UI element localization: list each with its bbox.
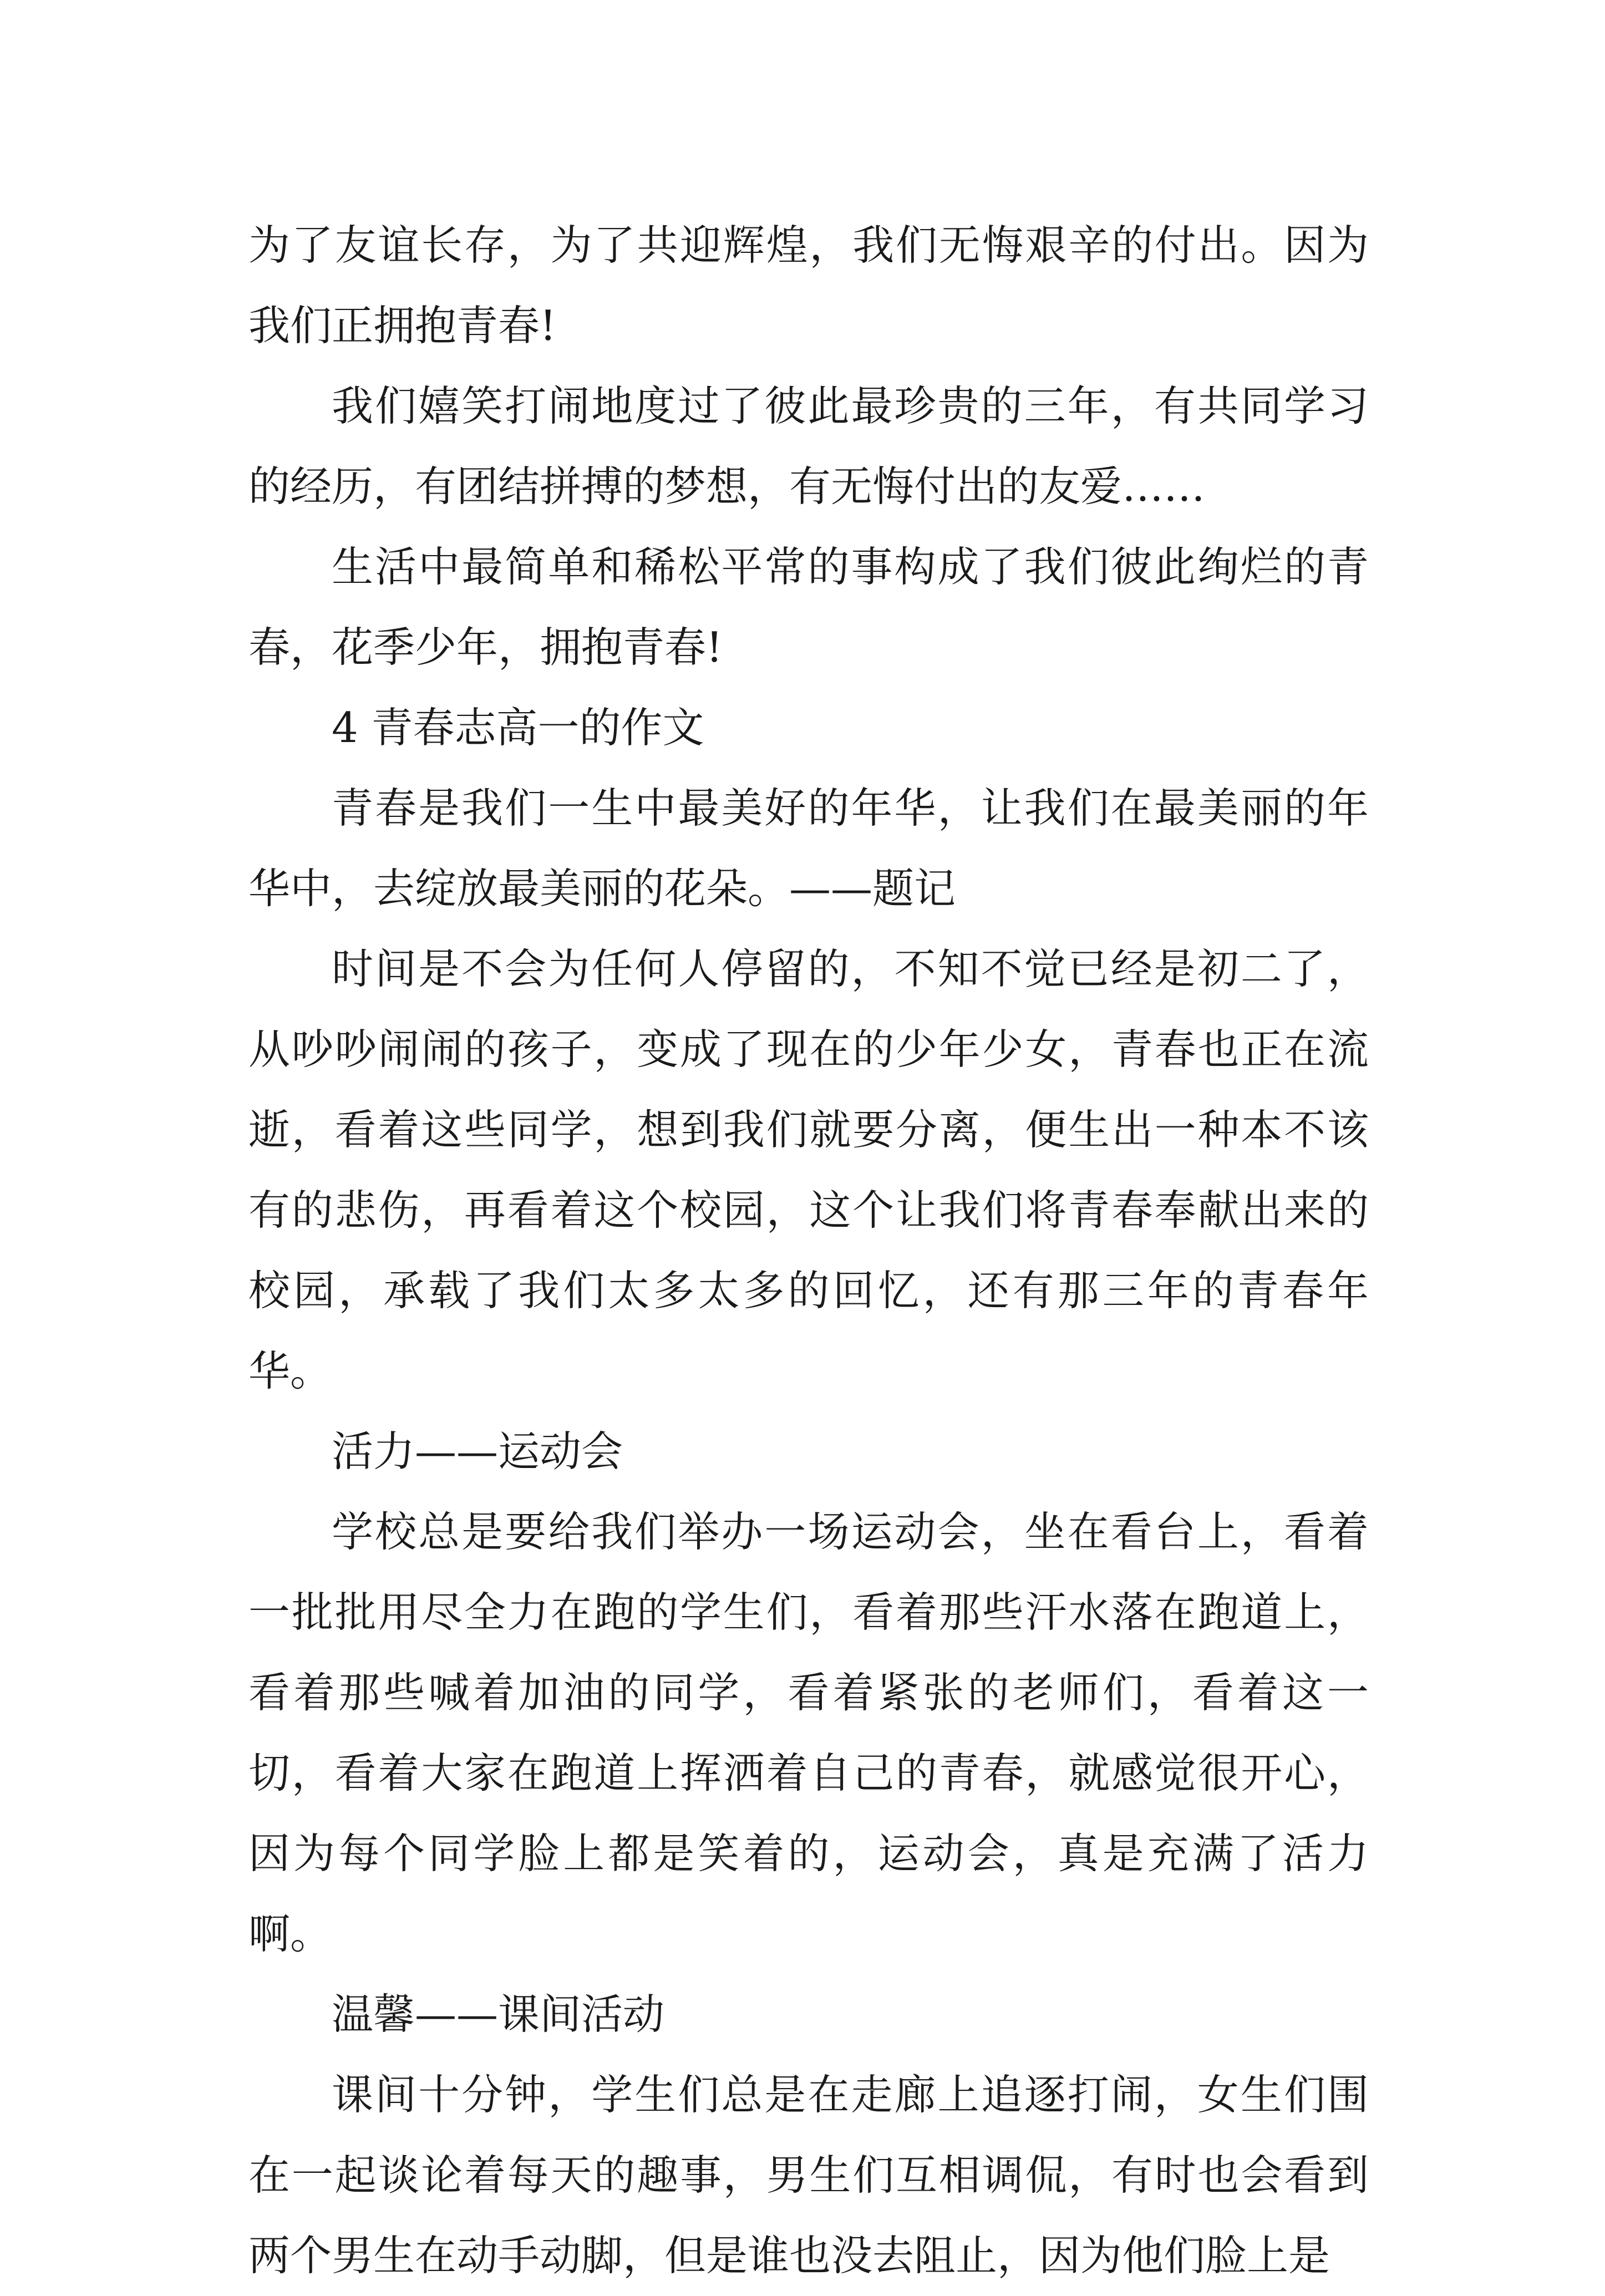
subsection-heading: 温馨——课间活动 [332, 1990, 665, 2039]
paragraph: 学校总是要给我们举办一场运动会，坐在看台上，看着一批批用尽全力在跑的学生们，看着那些汗水落在跑道上，看着那些喊着加油的同学，看着紧张的老师们，看着这一切，看着大家在跑道上挥洒着自己的青春，就感觉很开心，因为每个同学脸上都是笑着的，运动会，真是充满了活力啊。 [248, 1507, 1369, 1958]
paragraph: 时间是不会为任何人停留的，不知不觉已经是初二了，从吵吵闹闹的孩子，变成了现在的少年少女，青春也正在流逝，看着这些同学，想到我们就要分离，便生出一种本不该有的悲伤，再看着这个校园，这个让我们将青春奉献出来的校园，承载了我们太多太多的回忆，还有那三年的青春年华。 [248, 944, 1369, 1395]
paragraph: 为了友谊长存，为了共迎辉煌，我们无悔艰辛的付出。因为我们正拥抱青春! [248, 221, 1369, 350]
paragraph: 生活中最简单和稀松平常的事构成了我们彼此绚烂的青春，花季少年，拥抱青春! [248, 542, 1369, 672]
subsection-heading: 活力——运动会 [332, 1427, 623, 1476]
paragraph: 课间十分钟，学生们总是在走廊上追逐打闹，女生们围在一起谈论着每天的趣事，男生们互相调侃，有时也会看到两个男生在动手动脚，但是谁也没去阻止，因为他们脸上是 [248, 2070, 1369, 2280]
paragraph-epigraph: 青春是我们一生中最美好的年华，让我们在最美丽的年华中，去绽放最美丽的花朵。——题记 [248, 784, 1369, 913]
document-body [248, 205, 1369, 2296]
section-heading: 4 青春志高一的作文 [332, 703, 704, 752]
paragraph: 我们嬉笑打闹地度过了彼此最珍贵的三年，有共同学习的经历，有团结拼搏的梦想，有无悔付出的友爱…… [248, 382, 1369, 511]
